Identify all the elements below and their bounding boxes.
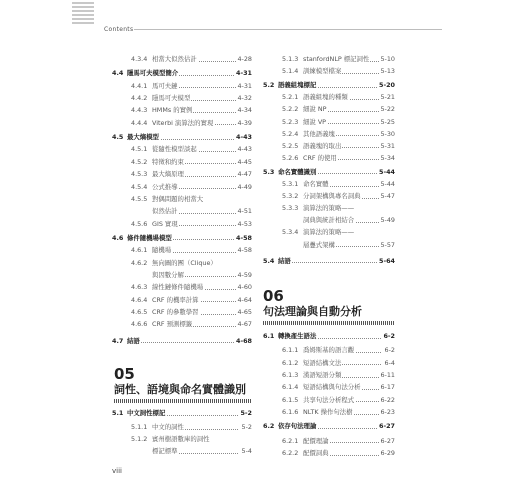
running-header-label: Contents [104,26,134,33]
toc-entry-number: 6.1.4 [282,383,299,392]
toc-entry-title: CRF 的機率計算 [152,295,199,304]
toc-subsection-entry [263,117,395,127]
toc-page-number: 5-2 [240,409,252,417]
toc-entry-number: 6.1 [263,332,275,340]
toc-entry-number: 4.5.3 [131,170,148,179]
toc-subsection-entry [112,93,252,103]
toc-subsection-entry [263,179,395,189]
toc-subsection-entry [263,448,395,458]
toc-entry-title: CRF 的參數學習 [152,308,199,316]
toc-entry-number: 4.6.1 [131,246,148,255]
toc-section-entry [112,132,252,142]
toc-page-number: 5-25 [380,117,395,126]
toc-entry-title: 共享句法分析程式 [303,395,355,404]
toc-section-entry [112,408,252,418]
toc-subsection-entry [263,191,395,201]
toc-entry-title: 詞典與統計相結合 [303,216,355,225]
toc-entry-title: CRF 預測標籤 [152,320,193,329]
toc-entry-title: 線性鏈條件隨機場 [152,283,204,292]
toc-entry-title: 配價詞典 [303,449,329,458]
toc-subsection-entry [263,215,395,225]
toc-entry-number: 5.3.2 [282,192,299,201]
toc-entry-title: 演算法的策略—— [303,228,355,237]
toc-page-number: 4-60 [237,283,252,292]
toc-entry-number: 4.6.5 [131,308,148,316]
toc-subsection-entry [263,358,395,368]
toc-entry-number: 4.4.2 [131,94,148,103]
toc-entry-number: 5.2.5 [282,141,299,150]
toc-page-number: 6-27 [380,436,395,445]
toc-page-number: 4-65 [237,308,252,316]
toc-subsection-entry [112,422,252,432]
toc-dot-leader [127,342,238,343]
toc-page-number: 5-44 [379,167,395,176]
toc-entry-number: 5.1 [112,409,124,417]
toc-entry-title: GIS 實現 [152,219,178,228]
toc-entry-title: Viterbi 演算法的實現 [152,118,214,127]
toc-subsection-entry [263,141,395,151]
toc-subsection-entry [263,395,395,405]
toc-section-entry [263,80,395,90]
toc-entry-title: 隱馬可夫模型 [152,94,191,103]
toc-entry-number: 4.5.6 [131,219,148,228]
toc-entry-title: 漢語短語分類 [303,371,342,380]
toc-entry-number: 4.5.5 [131,194,148,203]
toc-entry-title: 賓州樹語數庫的詞性 [152,435,210,443]
toc-entry-number: 5.1.1 [131,423,148,431]
chapter-number: 06 [263,287,284,305]
toc-page-number: 5-57 [380,240,395,249]
toc-page-number: 5-47 [380,192,395,201]
toc-subsection-entry [263,104,395,114]
toc-subsection-entry [112,319,252,329]
toc-entry-title: 結語 [127,336,140,345]
toc-subsection-entry [263,92,395,102]
toc-subsection-entry [112,206,252,216]
toc-entry-title: 無向圖的團（Clique） [152,258,217,267]
toc-page-number: 4-49 [237,182,252,191]
toc-page-number: 5-4 [241,447,252,455]
toc-entry-number: 4.4.4 [131,118,148,127]
toc-entry-number: 4.5 [112,133,124,142]
toc-page-number: 5-44 [380,180,395,188]
toc-entry-number: 4.6.4 [131,295,148,304]
toc-page-number: 4-67 [237,320,252,329]
toc-entry-title: 轉換產生語法 [278,332,317,340]
toc-subsection-entry [112,219,252,229]
toc-entry-title: 短語結構與句法分析 [303,383,361,392]
header-lines-decoration [72,2,94,26]
toc-page-number: 4-39 [237,118,252,127]
toc-entry-number: 5.2.1 [282,93,299,102]
toc-page-number: 4-43 [236,133,252,142]
toc-entry-number: 6.2.2 [282,449,299,458]
toc-page-number: 6-22 [380,395,395,404]
toc-entry-number: 6.2.1 [282,436,299,445]
toc-entry-number: 5.3.4 [282,228,299,237]
toc-subsection-entry [112,169,252,179]
toc-entry-number: 5.1.2 [131,435,148,443]
toc-subsection-entry [112,446,252,456]
toc-subsection-entry [263,203,395,213]
toc-entry-title: 分詞架構與專名詞典 [303,192,361,201]
toc-section-entry [112,336,252,346]
toc-entry-title: 配價理論 [303,436,329,445]
toc-subsection-entry [112,144,252,154]
toc-entry-title: 對偶問題的相當大 [152,194,204,203]
toc-page-number: 4-32 [237,94,252,103]
toc-entry-number: 4.4.3 [131,106,148,115]
toc-entry-title: 命名實體識別 [278,167,317,176]
toc-entry-number: 6.2 [263,422,275,431]
toc-page-number: 4-58 [237,246,252,255]
toc-subsection-entry [112,434,252,444]
toc-entry-number: 4.6.3 [131,283,148,292]
toc-subsection-entry [263,240,395,250]
toc-subsection-entry [112,54,252,64]
toc-entry-number: 5.2.3 [282,117,299,126]
toc-subsection-entry [112,194,252,204]
toc-page-number: 6-2 [384,346,395,355]
toc-entry-title: 中文詞性標記 [127,409,166,417]
toc-entry-number: 6.1.5 [282,395,299,404]
toc-subsection-entry [263,129,395,139]
chapter-title-bar [114,399,252,403]
toc-subsection-entry [112,118,252,128]
toc-entry-title: 公式推導 [152,182,178,191]
toc-page-number: 6-2 [383,332,395,340]
toc-page-number: 5-34 [380,153,395,162]
toc-entry-number: 4.5.1 [131,145,148,154]
toc-page-number: 5-2 [241,423,252,431]
toc-page-number: 4-59 [237,270,252,279]
toc-entry-number: 6.1.6 [282,408,299,417]
toc-entry-number: 4.4 [112,69,124,78]
header-rule [134,29,442,30]
toc-entry-title: 語義組塊的種類 [303,93,348,102]
toc-page-number: 4-45 [237,157,252,166]
toc-dot-leader [278,262,381,263]
chapter-5-heading [114,366,252,403]
toc-page-number: 4-64 [237,295,252,304]
toc-page-number: 5-49 [380,216,395,225]
toc-entry-title: 喬姆斯基的語言觀 [303,346,355,355]
toc-entry-title: 語義塊的取出 [303,141,342,150]
toc-entry-number: 5.4 [263,256,275,265]
toc-page-number: 4-51 [237,207,252,216]
toc-page-number: 6-27 [379,422,395,431]
toc-entry-number: 5.1.3 [282,55,299,63]
toc-entry-title: 從隨性模型談起 [152,145,197,154]
toc-entry-title: 短語結構文法 [303,358,342,367]
toc-entry-number: 4.5.4 [131,182,148,191]
toc-section-entry [263,421,395,431]
toc-section-entry [263,167,395,177]
toc-entry-title: 其他語義塊 [303,129,335,138]
toc-subsection-entry [263,54,395,64]
toc-entry-title: 層疊式架構 [303,240,335,249]
toc-entry-title: 最大熵原理 [152,170,184,179]
toc-page-number: 6-17 [380,383,395,392]
toc-entry-number: 4.4.1 [131,81,148,90]
toc-entry-title: 似然估計 [152,207,178,216]
toc-page-number: 5-64 [379,256,395,265]
toc-page-number: 4-47 [237,170,252,179]
chapter-title-bar [263,321,395,325]
toc-subsection-entry [263,227,395,237]
toc-page-number: 6-23 [380,408,395,417]
toc-entry-title: 條件隨機場模型 [127,233,172,242]
toc-entry-title: 與因數分解 [152,270,184,279]
toc-page-number: 4-43 [237,145,252,154]
toc-subsection-entry [263,66,395,76]
toc-page-number: 5-31 [380,141,395,150]
toc-subsection-entry [112,258,252,268]
toc-entry-number: 4.5.2 [131,157,148,166]
toc-entry-number: 4.6.6 [131,320,148,329]
toc-subsection-entry [112,157,252,167]
toc-page-number: 6-29 [380,449,395,458]
toc-entry-number: 5.3.3 [282,204,299,213]
toc-page-number: 5-13 [380,67,395,76]
chapter-6-heading [263,288,395,325]
toc-subsection-entry [112,307,252,317]
toc-entry-title: 細說 VP [303,117,327,126]
toc-page-number: 4-53 [237,219,252,228]
toc-section-entry [263,256,395,266]
toc-subsection-entry [263,370,395,380]
toc-entry-title: 相當大似然估計 [152,55,197,63]
toc-entry-title: NLTK 操作句法樹 [303,408,353,417]
toc-page-number: 4-31 [237,81,252,90]
toc-page-number: 4-34 [237,106,252,115]
toc-entry-title: 中文的詞性 [152,423,184,431]
toc-page-number: 6-4 [384,358,395,367]
toc-entry-title: 演算法的策略—— [303,204,355,213]
toc-entry-title: stanfordNLP 標記詞性 [303,55,370,63]
toc-entry-title: HMMs 的實例 [152,106,193,115]
toc-entry-number: 5.2.6 [282,153,299,162]
chapter-number: 05 [114,365,135,383]
toc-entry-title: 隨機場 [152,246,172,255]
toc-page-number: 4-28 [237,55,252,63]
toc-entry-title: 隱馬可夫模型簡介 [127,69,179,78]
toc-page-number: 6-11 [380,371,395,380]
toc-entry-number: 6.1.2 [282,358,299,367]
toc-page-number: 5-21 [380,93,395,102]
toc-subsection-entry [112,295,252,305]
toc-subsection-entry [263,407,395,417]
toc-entry-number: 5.1.4 [282,67,299,76]
toc-entry-title: 最大熵模型 [127,133,159,142]
toc-section-entry [263,331,395,341]
toc-subsection-entry [112,105,252,115]
toc-subsection-entry [263,153,395,163]
toc-entry-title: 命名實體 [303,180,329,188]
toc-subsection-entry [112,270,252,280]
toc-page-number: 5-30 [380,129,395,138]
toc-entry-title: 標記標準 [152,447,178,455]
toc-entry-title: 細說 NP [303,105,327,114]
toc-subsection-entry [112,182,252,192]
toc-subsection-entry [263,345,395,355]
toc-entry-number: 4.6.2 [131,258,148,267]
toc-entry-title: 依存句法理論 [278,422,317,431]
toc-subsection-entry [263,382,395,392]
toc-entry-number: 4.3.4 [131,55,148,63]
toc-subsection-entry [112,245,252,255]
toc-subsection-entry [112,81,252,91]
toc-page-number: 4-31 [236,69,252,78]
toc-page-number: 5-10 [380,55,395,63]
toc-page-number: 5-22 [380,105,395,114]
toc-section-entry [112,233,252,243]
toc-page-number: 4-68 [236,336,252,345]
toc-page-number: 4-58 [236,233,252,242]
toc-entry-number: 5.2.2 [282,105,299,114]
toc-entry-number: 4.7 [112,336,124,345]
toc-entry-number: 5.2.4 [282,129,299,138]
page-number: viii [112,467,122,475]
toc-subsection-entry [263,436,395,446]
toc-entry-number: 5.3.1 [282,180,299,188]
toc-entry-number: 6.1.3 [282,371,299,380]
toc-entry-number: 5.2 [263,81,275,90]
toc-entry-number: 5.3 [263,167,275,176]
toc-section-entry [112,68,252,78]
toc-subsection-entry [112,282,252,292]
toc-entry-title: 結語 [278,256,291,265]
toc-page-number: 5-20 [379,81,395,90]
toc-entry-title: CRF 的使用 [303,153,337,162]
toc-entry-title: 特徵和約束 [152,157,184,166]
chapter-title: 句法理論與自動分析 [263,305,362,318]
toc-entry-title: 馬可夫鏈 [152,81,178,90]
toc-entry-number: 4.6 [112,233,124,242]
toc-entry-title: 語義組塊標記 [278,81,317,90]
chapter-title: 詞性、語境與命名實體識別 [114,383,246,396]
toc-entry-number: 6.1.1 [282,346,299,355]
toc-entry-title: 訓練模型檔案 [303,67,342,76]
